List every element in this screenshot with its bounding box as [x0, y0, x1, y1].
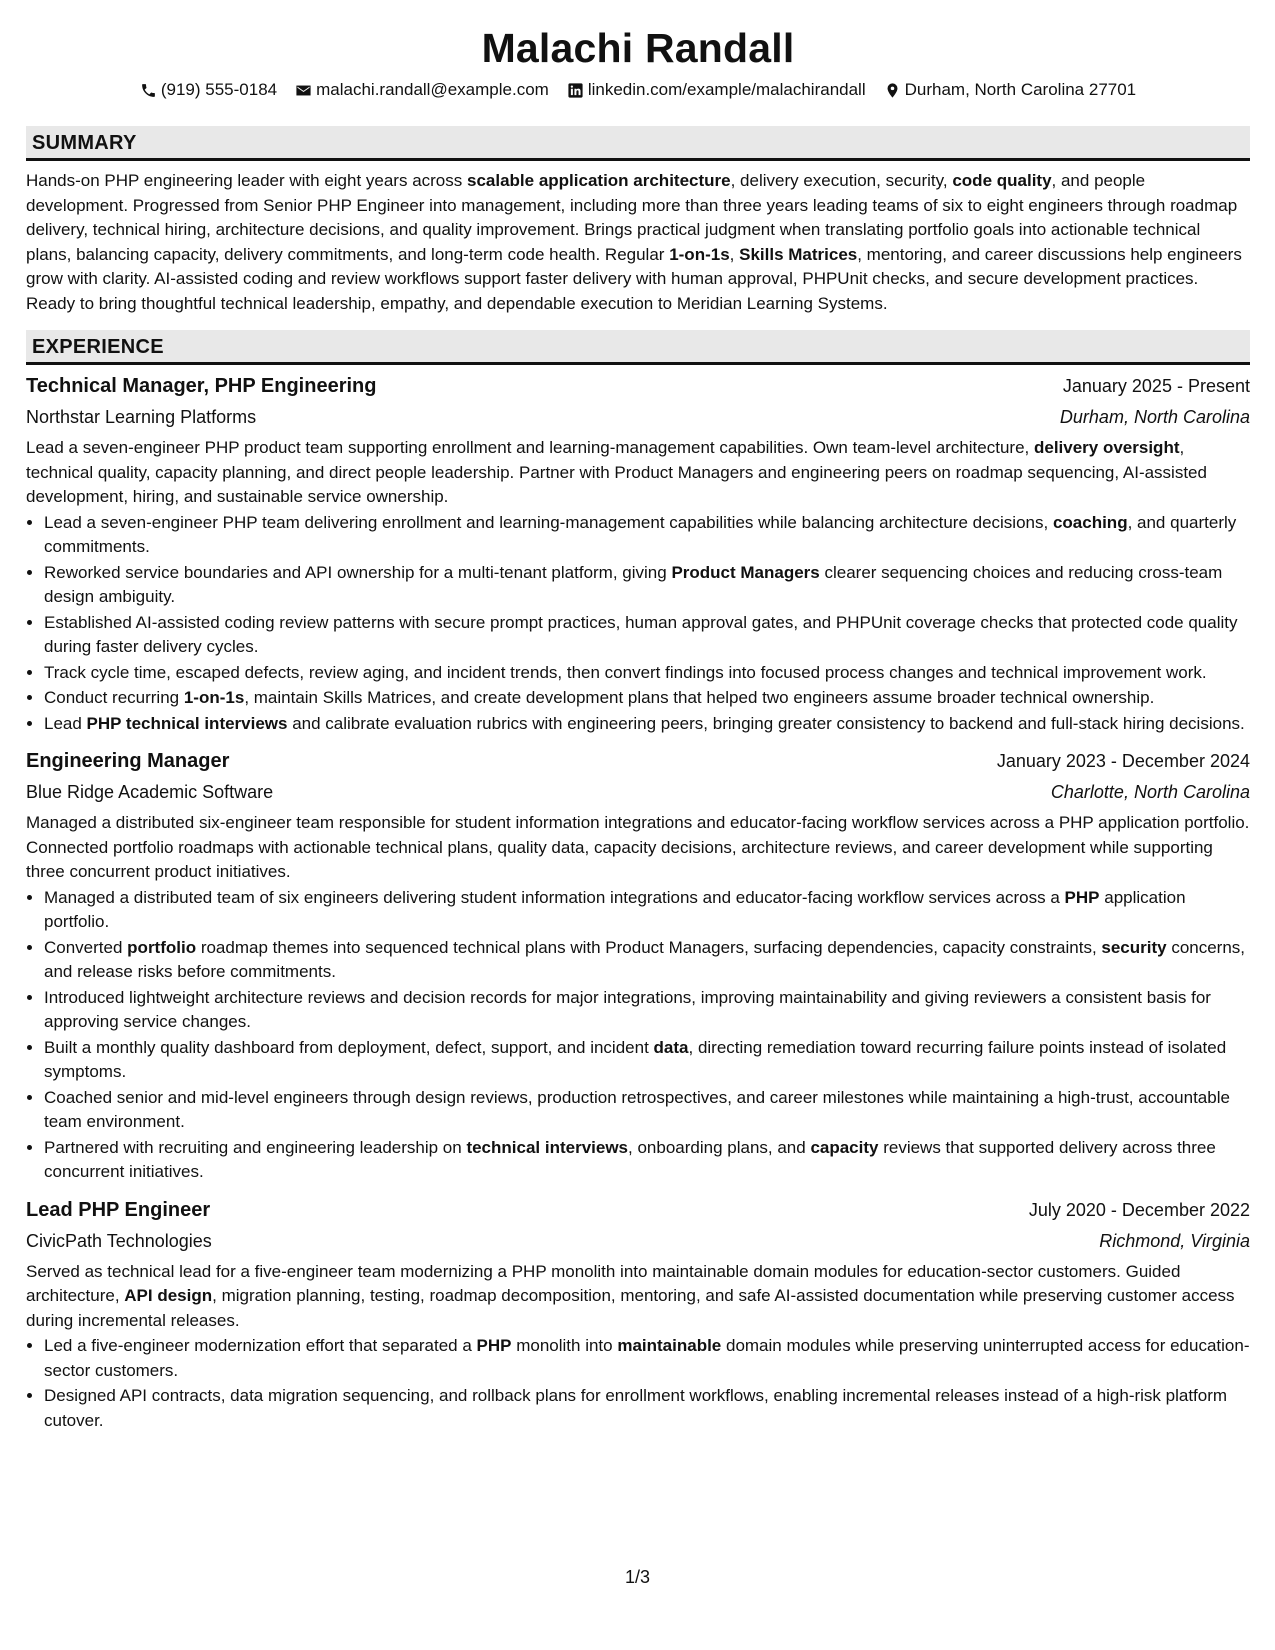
job-title: Engineering Manager	[26, 750, 230, 772]
bold-phrase: PHP	[476, 1336, 512, 1355]
bullet-item: • Designed API contracts, data migration sequencing, and rollback plans for enrollment workflows, enabling incremental releases instead of a high-risk platform cutover.	[44, 1384, 1250, 1433]
job-location: Richmond, Virginia	[1099, 1230, 1250, 1251]
bold-phrase: Product Managers	[671, 562, 820, 582]
job-title: Lead PHP Engineer	[26, 1198, 211, 1221]
email-icon	[295, 82, 312, 99]
bullet-item: • Coached senior and mid-level engineers through design reviews, production retrospectives, and career milestones while maintaining a high-trust, accountable team environment.	[44, 1086, 1250, 1135]
job-company: CivicPath Technologies	[26, 1230, 212, 1251]
job-entry	[26, 746, 1250, 1185]
job-bullets	[26, 1334, 1250, 1433]
bullet-item: • Partnered with recruiting and engineering leadership on technical interviews, onboarding plans, and capacity reviews that supported delivery across three concurrent initiatives.	[44, 1136, 1250, 1185]
location-icon	[884, 82, 901, 99]
bold-phrase: PHP technical interviews	[86, 713, 288, 733]
linkedin-icon	[567, 82, 584, 99]
bold-phrase: PHP	[1064, 887, 1100, 907]
job-bullets	[26, 886, 1250, 1185]
bold-phrase: Skills Matrices	[739, 244, 858, 264]
contact-location	[884, 78, 1137, 102]
job-location: Charlotte, North Carolina	[1050, 782, 1250, 802]
candidate-name: Malachi Randall	[481, 25, 795, 71]
bold-phrase: capacity	[810, 1137, 879, 1157]
bullet-item: • Track cycle time, escaped defects, review aging, and incident trends, then convert findings into focused process changes and technical improvement work.	[44, 661, 1250, 686]
job-summary: Served as technical lead for a five-engineer team modernizing a PHP monolith into maintainable domain modules for education-sector customers. Guided architecture, API design, migration planning, testing, roadmap decomposition, mentoring, and safe AI-assisted documentation while preserving customer access during incremental releases.	[26, 1261, 1235, 1330]
contact-linkedin	[567, 78, 866, 102]
linkedin-text[interactable]: linkedin.com/example/malachirandall	[587, 80, 866, 99]
bold-phrase: maintainable	[617, 1336, 722, 1355]
bullet-item: • Converted portfolio roadmap themes into sequenced technical plans with Product Managers, surfacing dependencies, capacity constraints, security concerns, and release risks before commitments.	[44, 936, 1250, 985]
bold-phrase: delivery oversight	[1033, 438, 1180, 457]
summary-heading: SUMMARY	[26, 126, 1250, 161]
bold-phrase: code quality	[952, 171, 1052, 190]
bold-phrase: data	[653, 1037, 689, 1057]
bullet-item: • Built a monthly quality dashboard from deployment, defect, support, and incident data, directing remediation toward recurring failure points instead of isolated symptoms.	[44, 1036, 1250, 1085]
summary-text: Hands-on PHP engineering leader with eight years across scalable application architecture, delivery execution, security, code quality, and people development. Progressed from Senior PHP Engineer into management, including more than three years leading teams of six to eight engineers through roadmap delivery, technical hiring, architecture decisions, and quality improvement. Brings practical judgment when translating portfolio goals into actionable technical plans, balancing capacity, delivery commitments, and long-term code health. Regular 1-on-1s, Skills Matrices, mentoring, and career discussions help engineers grow with clarity. AI-assisted coding and review workflows support faster delivery with human approval, PHPUnit checks, and secure development practices. Ready to bring thoughtful technical leadership, empathy, and dependable execution to Meridian Learning Systems.	[26, 171, 1242, 313]
bold-phrase: API design	[124, 1286, 213, 1305]
phone-text[interactable]: (919) 555-0184	[160, 80, 278, 99]
job-title: Technical Manager, PHP Engineering	[26, 375, 377, 397]
job-dates: January 2023 - December 2024	[996, 751, 1250, 771]
resume-page	[26, 20, 1250, 1433]
bold-phrase: security	[1101, 937, 1167, 957]
bullet-item: • Managed a distributed team of six engineers delivering student information integrations and educator-facing workflow services across a PHP application portfolio.	[44, 886, 1250, 935]
bullet-item: • Established AI-assisted coding review patterns with secure prompt practices, human approval gates, and PHPUnit coverage checks that protected code quality during faster delivery cycles.	[44, 611, 1250, 660]
experience-heading: EXPERIENCE	[26, 330, 1250, 365]
bold-phrase: 1-on-1s	[183, 688, 245, 707]
bullet-item: • Lead PHP technical interviews and calibrate evaluation rubrics with engineering peers, bringing greater consistency to backend and full-stack hiring decisions.	[44, 712, 1250, 737]
bold-phrase: technical interviews	[466, 1137, 629, 1157]
bullet-item: • Reworked service boundaries and API ownership for a multi-tenant platform, giving Product Managers clearer sequencing choices and reducing cross-team design ambiguity.	[44, 561, 1250, 610]
email-text[interactable]: malachi.randall@example.com	[316, 80, 549, 99]
bold-phrase: coaching	[1052, 512, 1128, 532]
job-entry	[26, 1195, 1250, 1434]
job-dates: January 2025 - Present	[1062, 376, 1250, 396]
phone-icon	[140, 82, 157, 99]
contact-email	[295, 78, 549, 102]
bullet-item: • Led a five-engineer modernization effort that separated a PHP monolith into maintainable domain modules while preserving uninterrupted access for education-sector customers.	[44, 1334, 1250, 1383]
bullet-item: • Introduced lightweight architecture reviews and decision records for major integrations, improving maintainability and giving reviewers a consistent basis for approving service changes.	[44, 986, 1250, 1035]
job-bullets	[26, 511, 1250, 737]
bullet-item: • Lead a seven-engineer PHP team delivering enrollment and learning-management capabilities while balancing architecture decisions, coaching, and quarterly commitments.	[44, 511, 1250, 560]
job-entry	[26, 371, 1250, 736]
bold-phrase: portfolio	[127, 937, 197, 957]
experience-list	[26, 371, 1250, 1433]
job-company: Northstar Learning Platforms	[26, 407, 257, 427]
job-summary: Lead a seven-engineer PHP product team supporting enrollment and learning-management capabilities. Own team-level architecture, delivery oversight, technical quality, capacity planning, and direct people leadership. Partner with Product Managers and engineering peers on roadmap sequencing, AI-assisted development, hiring, and sustainable service ownership.	[26, 438, 1207, 506]
bold-phrase: 1-on-1s	[669, 244, 730, 264]
page-number: 1/3	[624, 1567, 651, 1587]
job-dates: July 2020 - December 2022	[1028, 1199, 1250, 1220]
job-location: Durham, North Carolina	[1059, 407, 1250, 427]
bold-phrase: scalable application architecture	[467, 171, 731, 190]
contact-bar	[26, 78, 1250, 102]
location-text: Durham, North Carolina 27701	[904, 80, 1137, 99]
bullet-item: • Conduct recurring 1-on-1s, maintain Skills Matrices, and create development plans that helped two engineers assume broader technical ownership.	[44, 686, 1250, 711]
contact-phone	[140, 78, 277, 102]
job-company: Blue Ridge Academic Software	[26, 782, 274, 802]
job-summary: Managed a distributed six-engineer team responsible for student information integrations and educator-facing workflow services across a PHP application portfolio. Connected portfolio roadmaps with actionable technical plans, quality data, capacity decisions, architecture reviews, and career development while supporting three concurrent product initiatives.	[26, 813, 1250, 881]
